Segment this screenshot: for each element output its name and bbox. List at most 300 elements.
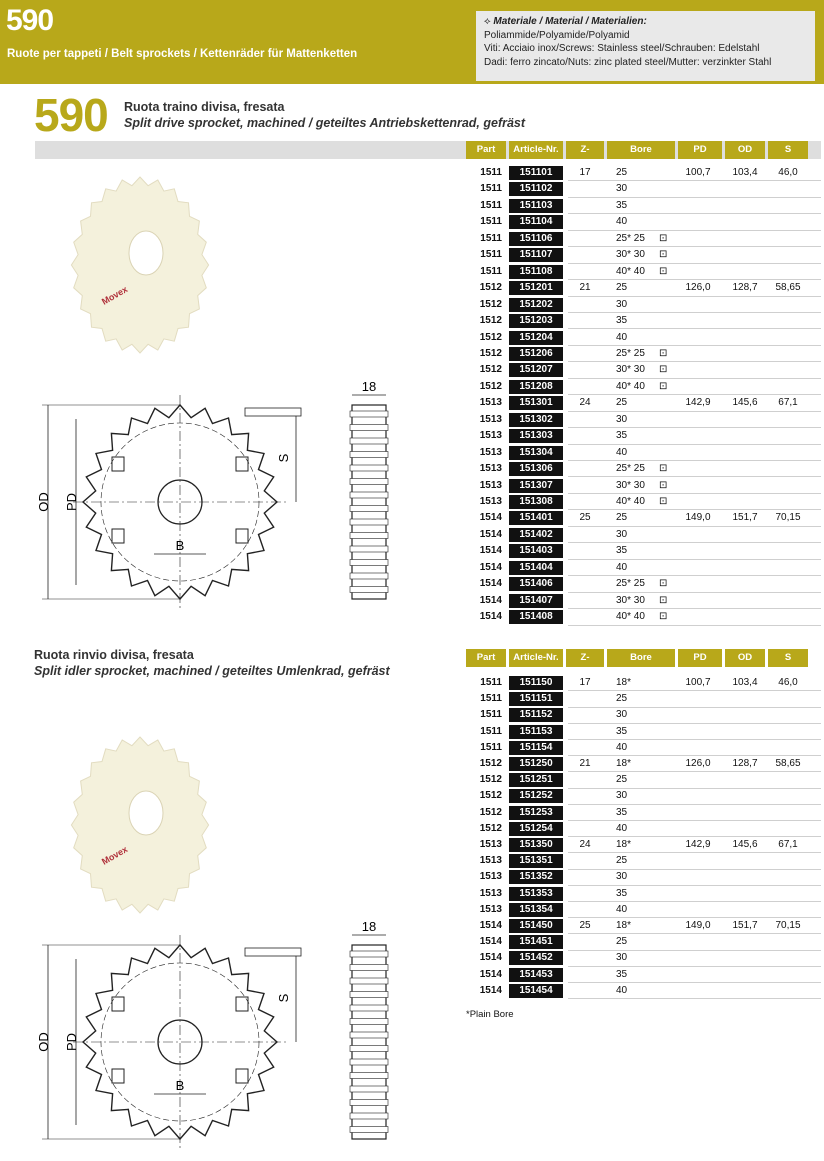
z-cell xyxy=(570,247,600,263)
bore-cell: 35 xyxy=(616,199,628,211)
od-cell xyxy=(726,494,764,510)
article-cell: 151254 xyxy=(509,822,563,836)
width-label: 18 xyxy=(361,380,377,394)
table-row xyxy=(466,805,821,821)
sprocket-photo xyxy=(45,160,235,370)
z-cell xyxy=(570,821,600,837)
od-cell xyxy=(726,805,764,821)
bore-cell: 40 xyxy=(616,903,628,915)
table-row xyxy=(466,543,821,559)
table-row xyxy=(466,214,821,230)
s-cell xyxy=(769,853,807,869)
row-divider xyxy=(568,998,821,999)
od-cell xyxy=(726,886,764,902)
keyway-icon: ⊡ xyxy=(659,364,668,376)
s-cell xyxy=(769,313,807,329)
bore-cell: 30* 30 xyxy=(616,249,645,261)
s-cell xyxy=(769,412,807,428)
z-cell xyxy=(570,886,600,902)
pd-cell xyxy=(678,461,718,477)
pd-cell: 100,7 xyxy=(685,167,711,178)
table-row xyxy=(466,379,821,395)
part-cell: 1511 xyxy=(480,741,502,753)
table-row xyxy=(466,280,821,296)
z-cell xyxy=(570,724,600,740)
part-cell: 1512 xyxy=(479,315,502,327)
section2-title-en: Split idler sprocket, machined / geteiltes Umlenkrad, gefräst xyxy=(34,664,390,678)
od-cell xyxy=(726,214,764,230)
part-cell: 1513 xyxy=(479,463,502,475)
s-cell xyxy=(769,445,807,461)
article-cell: 151151 xyxy=(509,692,563,706)
article-cell: 151202 xyxy=(509,298,563,312)
col-od: OD xyxy=(725,649,765,667)
side-tooth xyxy=(350,1127,388,1133)
od-cell xyxy=(726,707,764,723)
bore-cell: 35 xyxy=(616,430,628,442)
od-cell xyxy=(726,297,764,313)
col-pd: PD xyxy=(678,141,722,159)
part-cell: 1514 xyxy=(479,578,502,590)
reference-bar xyxy=(245,948,301,956)
section2-title xyxy=(34,647,390,679)
s-cell xyxy=(769,967,807,983)
side-view xyxy=(352,405,386,599)
col-s: S xyxy=(768,141,808,159)
table-row xyxy=(466,264,821,280)
article-cell: 151408 xyxy=(509,610,563,624)
bore-cell: 40* 40 xyxy=(616,380,645,392)
bore-cell: 18* xyxy=(616,920,632,931)
table-row xyxy=(466,756,821,772)
bore-cell: 40 xyxy=(616,741,628,753)
pd-cell xyxy=(678,934,718,950)
article-cell: 151454 xyxy=(509,984,563,998)
s-cell xyxy=(769,362,807,378)
brand-logo: Movex xyxy=(100,284,130,307)
pd-cell xyxy=(678,362,718,378)
materials-icon: ⟡ xyxy=(484,16,494,27)
article-cell: 151253 xyxy=(509,806,563,820)
z-cell xyxy=(570,560,600,576)
article-cell: 151108 xyxy=(509,265,563,279)
table-row xyxy=(466,560,821,576)
pd-cell xyxy=(678,707,718,723)
z-cell xyxy=(570,772,600,788)
article-cell: 151207 xyxy=(509,363,563,377)
keyway-icon: ⊡ xyxy=(659,496,668,507)
pd-label: PD xyxy=(64,1032,79,1052)
side-tooth xyxy=(350,438,388,444)
z-cell xyxy=(570,593,600,609)
s-cell: 58,65 xyxy=(775,758,801,769)
z-cell: 21 xyxy=(579,758,591,769)
table-row xyxy=(466,330,821,346)
article-cell: 151352 xyxy=(509,870,563,884)
z-cell xyxy=(570,853,600,869)
pd-cell xyxy=(678,821,718,837)
z-cell xyxy=(570,478,600,494)
bore-hole xyxy=(129,791,163,835)
pd-cell xyxy=(678,593,718,609)
z-cell xyxy=(570,788,600,804)
s-cell xyxy=(769,740,807,756)
od-cell: 128,7 xyxy=(732,758,758,769)
article-cell: 151106 xyxy=(509,232,563,246)
bore-cell: 25* 25 xyxy=(616,578,645,590)
z-cell xyxy=(570,609,600,625)
article-cell: 151107 xyxy=(509,248,563,262)
od-cell xyxy=(726,869,764,885)
table-row xyxy=(466,837,821,853)
bore-cell: 35 xyxy=(616,315,628,327)
s-cell xyxy=(769,772,807,788)
bore-cell: 18* xyxy=(616,839,632,850)
pd-cell xyxy=(678,247,718,263)
bore-cell: 40 xyxy=(616,446,628,458)
s-cell: 67,1 xyxy=(778,397,798,409)
pd-cell xyxy=(678,983,718,999)
part-cell: 1511 xyxy=(480,199,502,211)
bore-cell: 35 xyxy=(616,545,628,557)
s-cell xyxy=(769,346,807,362)
s-cell xyxy=(769,264,807,280)
article-cell: 151252 xyxy=(509,789,563,803)
table-row xyxy=(466,593,821,609)
s-cell xyxy=(769,886,807,902)
article-cell: 151350 xyxy=(509,838,563,852)
pd-cell xyxy=(678,478,718,494)
article-cell: 151104 xyxy=(509,215,563,229)
part-cell: 1513 xyxy=(479,887,502,899)
pd-cell xyxy=(678,788,718,804)
s-cell xyxy=(769,461,807,477)
bore-cell: 25* 25 xyxy=(616,463,645,475)
part-cell: 1512 xyxy=(479,298,502,310)
od-cell xyxy=(726,788,764,804)
pd-cell: 142,9 xyxy=(685,839,711,850)
part-cell: 1511 xyxy=(480,249,502,261)
article-cell: 151201 xyxy=(509,281,563,295)
side-tooth xyxy=(350,546,388,552)
table-row xyxy=(466,934,821,950)
od-cell xyxy=(726,983,764,999)
article-cell: 151208 xyxy=(509,380,563,394)
table-row xyxy=(466,181,821,197)
s-cell xyxy=(769,609,807,625)
bore-cell: 18* xyxy=(616,677,632,688)
s-cell xyxy=(769,247,807,263)
pd-cell xyxy=(678,691,718,707)
part-cell: 1511 xyxy=(480,167,502,178)
pd-cell xyxy=(678,181,718,197)
article-cell: 151154 xyxy=(509,741,563,755)
bore-cell: 40 xyxy=(616,216,628,228)
z-cell: 24 xyxy=(579,397,591,409)
table-row xyxy=(466,510,821,526)
part-cell: 1514 xyxy=(479,952,502,964)
materials-line: Poliammide/Polyamide/Polyamid xyxy=(484,29,630,41)
article-cell: 151150 xyxy=(509,676,563,690)
z-cell xyxy=(570,330,600,346)
table-row xyxy=(466,967,821,983)
pd-cell xyxy=(678,805,718,821)
z-cell xyxy=(570,231,600,247)
s-cell xyxy=(769,231,807,247)
table-row xyxy=(466,675,821,691)
article-cell: 151152 xyxy=(509,708,563,722)
table-row xyxy=(466,527,821,543)
z-cell xyxy=(570,543,600,559)
od-cell xyxy=(726,967,764,983)
product-subtitle: Ruote per tappeti / Belt sprockets / Kettenräder für Mattenketten xyxy=(7,48,358,60)
od-cell xyxy=(726,231,764,247)
keyway-icon: ⊡ xyxy=(659,479,668,491)
part-cell: 1513 xyxy=(479,430,502,442)
table-row xyxy=(466,609,821,625)
pd-cell: 100,7 xyxy=(685,677,711,688)
z-cell xyxy=(570,461,600,477)
part-cell: 1511 xyxy=(480,216,502,228)
col-od: OD xyxy=(725,141,765,159)
bolt-slot xyxy=(112,529,124,543)
table-row xyxy=(466,902,821,918)
s-cell xyxy=(769,543,807,559)
bore-cell: 30 xyxy=(616,709,628,721)
pd-cell xyxy=(678,297,718,313)
part-cell: 1511 xyxy=(480,725,502,737)
table-row xyxy=(466,395,821,411)
bore-cell: 40* 40 xyxy=(616,496,645,507)
od-cell xyxy=(726,576,764,592)
z-cell xyxy=(570,805,600,821)
col-article: Article-Nr. xyxy=(509,141,563,159)
s-cell xyxy=(769,576,807,592)
s-label: S xyxy=(276,453,291,463)
od-cell xyxy=(726,412,764,428)
row-divider xyxy=(568,625,821,626)
pd-cell xyxy=(678,445,718,461)
part-cell: 1514 xyxy=(479,528,502,540)
pd-cell xyxy=(678,412,718,428)
s-cell xyxy=(769,983,807,999)
sprocket-photo xyxy=(45,720,235,930)
bore-cell: 30* 30 xyxy=(616,594,645,606)
z-cell xyxy=(570,264,600,280)
z-cell xyxy=(570,983,600,999)
part-cell: 1513 xyxy=(479,496,502,507)
part-cell: 1512 xyxy=(479,380,502,392)
z-cell xyxy=(570,379,600,395)
part-cell: 1514 xyxy=(479,545,502,557)
keyway-icon: ⊡ xyxy=(659,594,668,606)
width-label: 18 xyxy=(361,920,377,934)
od-cell xyxy=(726,724,764,740)
part-cell: 1513 xyxy=(479,871,502,883)
article-cell: 151251 xyxy=(509,773,563,787)
part-cell: 1513 xyxy=(479,397,502,409)
table1-header xyxy=(466,141,821,159)
z-cell xyxy=(570,313,600,329)
pd-cell xyxy=(678,543,718,559)
bore-cell: 35 xyxy=(616,968,628,980)
article-cell: 151101 xyxy=(509,166,563,180)
section1-title-it: Ruota traino divisa, fresata xyxy=(124,100,285,114)
table-row xyxy=(466,412,821,428)
s-cell xyxy=(769,724,807,740)
part-cell: 1514 xyxy=(479,611,502,623)
od-cell xyxy=(726,313,764,329)
pd-cell: 149,0 xyxy=(685,512,711,524)
pd-cell xyxy=(678,330,718,346)
part-cell: 1513 xyxy=(479,903,502,915)
z-cell: 21 xyxy=(579,282,591,294)
table-row xyxy=(466,707,821,723)
pd-cell xyxy=(678,950,718,966)
table-row xyxy=(466,445,821,461)
z-cell: 25 xyxy=(579,512,591,524)
pd-cell xyxy=(678,740,718,756)
side-tooth xyxy=(350,1073,388,1079)
part-cell: 1514 xyxy=(479,984,502,996)
part-cell: 1514 xyxy=(479,512,502,524)
bore-cell: 25 xyxy=(616,282,628,294)
z-cell xyxy=(570,494,600,510)
article-cell: 151353 xyxy=(509,887,563,901)
col-part: Part xyxy=(466,649,506,667)
od-cell xyxy=(726,247,764,263)
s-cell xyxy=(769,902,807,918)
od-label: OD xyxy=(36,492,51,512)
side-tooth xyxy=(350,411,388,417)
section-code: 590 xyxy=(34,89,108,141)
bore-cell: 35 xyxy=(616,725,628,737)
z-cell xyxy=(570,967,600,983)
od-cell xyxy=(726,445,764,461)
z-cell xyxy=(570,740,600,756)
od-cell xyxy=(726,853,764,869)
bore-cell: 30 xyxy=(616,952,628,964)
pd-cell: 126,0 xyxy=(685,282,711,294)
bolt-slot xyxy=(236,1069,248,1083)
table-row xyxy=(466,231,821,247)
z-cell xyxy=(570,198,600,214)
s-cell xyxy=(769,950,807,966)
table-row xyxy=(466,297,821,313)
part-cell: 1512 xyxy=(479,822,502,834)
pd-cell xyxy=(678,214,718,230)
table-row xyxy=(466,869,821,885)
od-cell: 103,4 xyxy=(732,677,758,688)
bore-cell: 40 xyxy=(616,822,628,834)
table-row xyxy=(466,313,821,329)
pd-cell xyxy=(678,346,718,362)
side-tooth xyxy=(350,587,388,593)
z-cell xyxy=(570,428,600,444)
bore-cell: 25 xyxy=(616,936,628,948)
part-cell: 1514 xyxy=(479,561,502,573)
article-cell: 151452 xyxy=(509,951,563,965)
table-row xyxy=(466,788,821,804)
part-cell: 1511 xyxy=(480,183,502,195)
od-cell xyxy=(726,934,764,950)
side-tooth xyxy=(350,533,388,539)
s-cell xyxy=(769,821,807,837)
section2-title-it: Ruota rinvio divisa, fresata xyxy=(34,648,194,662)
pd-cell xyxy=(678,428,718,444)
article-cell: 151301 xyxy=(509,396,563,410)
z-cell: 24 xyxy=(579,839,591,850)
table-row xyxy=(466,494,821,510)
bore-cell: 25 xyxy=(616,855,628,867)
s-cell xyxy=(769,560,807,576)
keyway-icon: ⊡ xyxy=(659,347,668,359)
pd-cell: 149,0 xyxy=(685,920,711,931)
pd-cell xyxy=(678,886,718,902)
od-cell xyxy=(726,428,764,444)
article-cell: 151250 xyxy=(509,757,563,771)
s-cell xyxy=(769,707,807,723)
table-row xyxy=(466,346,821,362)
table-row xyxy=(466,428,821,444)
col-z: Z- xyxy=(566,141,604,159)
od-cell xyxy=(726,609,764,625)
part-cell: 1513 xyxy=(479,855,502,867)
side-tooth xyxy=(350,965,388,971)
part-cell: 1513 xyxy=(479,413,502,425)
table-row xyxy=(466,772,821,788)
technical-drawing xyxy=(30,920,400,1156)
pd-cell xyxy=(678,313,718,329)
z-cell xyxy=(570,576,600,592)
part-cell: 1513 xyxy=(479,479,502,491)
bore-cell: 40 xyxy=(616,331,628,343)
side-tooth xyxy=(350,978,388,984)
side-tooth xyxy=(350,1046,388,1052)
side-tooth xyxy=(350,425,388,431)
pd-cell xyxy=(678,869,718,885)
side-tooth xyxy=(350,506,388,512)
bore-cell: 18* xyxy=(616,758,632,769)
plain-bore-note: *Plain Bore xyxy=(466,1009,514,1020)
reference-bar xyxy=(245,408,301,416)
b-label: B xyxy=(175,538,185,553)
z-cell xyxy=(570,181,600,197)
z-cell xyxy=(570,934,600,950)
table-row xyxy=(466,853,821,869)
article-cell: 151302 xyxy=(509,413,563,427)
article-cell: 151102 xyxy=(509,182,563,196)
z-cell xyxy=(570,902,600,918)
pd-cell xyxy=(678,231,718,247)
od-cell xyxy=(726,478,764,494)
pd-cell xyxy=(678,379,718,395)
side-tooth xyxy=(350,492,388,498)
od-cell xyxy=(726,379,764,395)
side-tooth xyxy=(350,1113,388,1119)
article-cell: 151403 xyxy=(509,544,563,558)
s-cell xyxy=(769,181,807,197)
od-cell: 151,7 xyxy=(732,512,758,524)
z-cell xyxy=(570,950,600,966)
s-cell: 70,15 xyxy=(775,920,801,931)
part-cell: 1512 xyxy=(479,364,502,376)
s-cell xyxy=(769,593,807,609)
bore-cell: 35 xyxy=(616,887,628,899)
z-cell xyxy=(570,691,600,707)
bore-cell: 25 xyxy=(616,693,628,705)
od-cell: 145,6 xyxy=(732,839,758,850)
